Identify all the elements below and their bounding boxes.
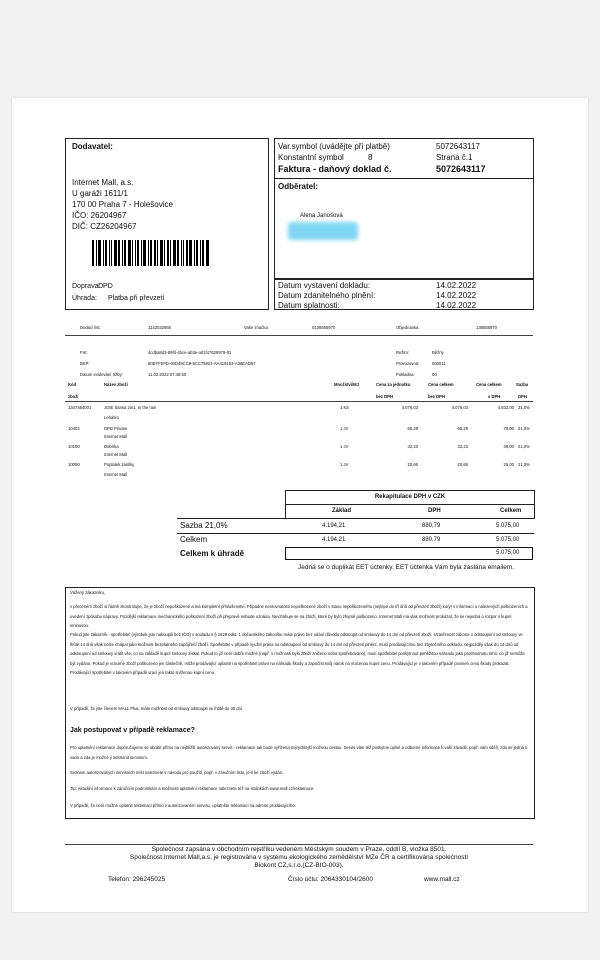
vat-summary-divider xyxy=(285,504,535,505)
invoice-page xyxy=(12,98,588,912)
row-unit: 65,29 xyxy=(407,426,418,431)
footer-phone: Telefon: 296245025 xyxy=(108,876,166,883)
row-name-2: Internet Mall xyxy=(104,434,128,439)
bkp-label: BKP: xyxy=(80,361,90,366)
vat-total-label: Celkem xyxy=(180,535,208,544)
record-date-label: Datum evidování tržby: xyxy=(80,372,123,377)
order-value: 136555970 xyxy=(476,325,497,330)
table-row xyxy=(12,426,588,446)
notes-heading: Jak postupovat v případě reklamace? xyxy=(70,727,195,734)
row-qty: 1 JV xyxy=(340,426,349,431)
row-code: 10100 xyxy=(68,444,80,449)
bkp-value: 80EFFEFD-60D49CC9-5CC79823-AA419163-A36EAD67 xyxy=(148,361,256,366)
col-code-2: zboží xyxy=(68,394,79,399)
row-incl: 79,00 xyxy=(503,426,514,431)
supplier-heading: Dodavatel: xyxy=(72,142,113,151)
row-name: Dobírka xyxy=(104,444,119,449)
notes-paragraph-5: Seznam autorizovaných servisních míst naleznete v návodu pro použití, popř. v záručním listu, je-li ke zboží vydán. xyxy=(70,770,284,775)
redacted-address-image xyxy=(288,222,358,240)
row-code: 10402 xyxy=(68,426,80,431)
col-code: Kód xyxy=(68,382,77,387)
vat-col-base: Základ xyxy=(332,508,352,514)
notes-paragraph-3: V případě, že jste členem MALL Plus, máte možnost od smlouvy odstoupit ve lhůtě do 30 dní. xyxy=(70,706,244,711)
col-unit-price-2: bez DPH xyxy=(376,394,393,399)
const-symbol-value: 8 xyxy=(368,153,373,162)
footer-account: Číslo účtu: 2064330104/2600 xyxy=(288,876,373,883)
row-name: DPD Private xyxy=(104,426,128,431)
supplier-name: Internet Mall, a.s. xyxy=(72,178,134,187)
row-qty: 1 KS xyxy=(340,405,350,410)
footer-line-1: Společnost zapsána v obchodním rejstříku vedeném Městským soudem v Praze, oddíl B, vložka 8501. xyxy=(151,846,447,853)
row-rate: 21,0% xyxy=(518,462,530,467)
col-name: Název zboží xyxy=(104,382,128,387)
table-row xyxy=(12,405,588,425)
row-incl: 4.932,00 xyxy=(497,405,514,410)
row-name-2: Lehátko xyxy=(104,415,119,420)
notes-paragraph-4: Pro uplatnění reklamace doporučujeme se obrátit přímo na nejbližší autorizovaný servis - reklamace tak bude vyřízena nejrychlejší možnou cestou. Servis vám též poskytne úplné a odborné informace k vaší závadě, popř. vám sdělí, zda se jedná o vadu a zda je možné ji odstranit servisem. xyxy=(70,745,528,760)
amount-due-label: Celkem k úhradě xyxy=(180,549,245,558)
vat-rate-base: 4.194,21 xyxy=(322,523,346,529)
row-excl: 20,66 xyxy=(457,462,468,467)
meta-divider xyxy=(65,335,533,336)
mode-value: Běžný xyxy=(432,350,444,355)
row-name-2: Internet Mall xyxy=(104,472,128,477)
table-row xyxy=(12,444,588,464)
store-value: 000011 xyxy=(432,361,446,366)
var-symbol-label: Var.symbol (uvádějte při platbě) xyxy=(278,142,390,151)
col-rate: Sazba xyxy=(516,382,529,387)
payment-value: Platba při převzetí xyxy=(108,295,165,302)
document-title: Faktura - daňový doklad č. xyxy=(278,164,392,174)
document-number: 5072643117 xyxy=(436,164,486,174)
taxable-value: 14.02.2022 xyxy=(436,291,477,300)
delivery-label: Doprava: xyxy=(72,283,101,290)
col-qty: Množství/MJ xyxy=(334,382,359,387)
row-rate: 21,0% xyxy=(518,444,530,449)
footer-line-3: Biokont CZ,s.r.o.(CZ-BIO-003). xyxy=(254,862,344,869)
col-total-incl-2: s DPH xyxy=(488,394,501,399)
vat-col-vat: DPH xyxy=(428,508,441,514)
row-rate: 21,0% xyxy=(518,405,530,410)
row-unit: 4.076,03 xyxy=(401,405,418,410)
record-date-value: 11.02.2022 07:48:50 xyxy=(148,372,187,377)
row-excl: 4.076,03 xyxy=(451,405,468,410)
supplier-city: 170 00 Praha 7 - Holešovice xyxy=(72,200,173,209)
fik-value: 4cdba8d3-89fd-4bce-ab3e-a01f47628978-01 xyxy=(148,350,232,355)
fik-label: FIK: xyxy=(80,350,88,355)
col-rate-2: DPH xyxy=(518,394,527,399)
payment-label: Úhrada: xyxy=(72,295,97,302)
col-total-incl: Cena celkem xyxy=(476,382,502,387)
vat-total-total: 5.075,00 xyxy=(496,537,520,543)
supplier-dic: DIČ: CZ26204967 xyxy=(72,222,137,231)
issued-value: 14.02.2022 xyxy=(436,281,477,290)
footer-line-2: Společnost Internet Mall,a.s. je registrována v systému ekologického zemědělství MZe ČR a certifikována společností xyxy=(129,854,469,861)
your-ref-label: Vaše značka: xyxy=(244,325,269,330)
mode-label: Režim: xyxy=(396,350,410,355)
row-qty: 1 JV xyxy=(340,444,349,449)
row-unit: 20,66 xyxy=(407,462,418,467)
row-name-2: Internet Mall xyxy=(104,452,128,457)
delivery-note-label: Dodací list: xyxy=(80,325,101,330)
col-unit-price: Cena za jednotku xyxy=(376,382,411,387)
vat-summary-title: Rekapitulace DPH v CZK xyxy=(374,494,446,500)
notes-paragraph-6: Tip: Aktuální informace k záručním podmínkám a možnosti uplatnění reklamace naleznete též na stránkách www.mall.cz/reklamace. xyxy=(70,786,315,791)
vat-row-divider xyxy=(177,533,534,534)
col-total-excl-2: bez DPH xyxy=(428,394,445,399)
delivery-note-value: 1142032666 xyxy=(148,325,171,330)
supplier-street: U garáži 1611/1 xyxy=(72,189,128,198)
vat-rate-total: 5.075,00 xyxy=(496,523,520,529)
notes-paragraph-1: v přeceném zboží si řádně zkontrolujte, že je zboží nepoškozené a má kompletní příslušenství. Případné nesrovnalosti nepoškozené zboží v stavu nepoškozeného (nejlépe do tří dnů od převzetí zboží) kurýr s informací o nalezených poškozeních a uvedení způsobu nápravy. Pozdější reklamace mechanického poškození zboží při přepravě nebude uznána. Nevztahuje se na zboží, které by bylo zřejmě poškozeno. Internet Mall má vlak možnost prokázat, že se nejedná o rozpor s kupní smlouvou. xyxy=(70,604,528,628)
vat-table-top-line xyxy=(177,518,534,519)
due-label: Datum splatnosti: xyxy=(278,301,340,310)
row-excl: 32,23 xyxy=(457,444,468,449)
issued-label: Datum vystavení dokladu: xyxy=(278,281,371,290)
var-symbol-value: 5072643117 xyxy=(436,142,480,151)
row-rate: 21,0% xyxy=(518,426,530,431)
table-header-divider xyxy=(65,401,533,402)
vat-rate-vat: 880,79 xyxy=(422,523,441,529)
amount-due-value: 5.075,00 xyxy=(496,550,520,556)
supplier-ico: IČO: 26204967 xyxy=(72,211,127,220)
row-incl: 25,00 xyxy=(503,462,514,467)
row-incl: 39,00 xyxy=(503,444,514,449)
due-value: 14.02.2022 xyxy=(436,301,477,310)
table-row xyxy=(12,462,588,482)
order-label: Objednávka: xyxy=(396,325,420,330)
footer-web: www.mall.cz xyxy=(424,876,460,883)
store-label: Provozovna: xyxy=(396,361,420,366)
notes-paragraph-7: V případě, že není možné uplatnit reklamaci přímo v autorizovaném servisu, uplatněte reklamaci na adrese prodávajícího. xyxy=(70,803,296,808)
taxable-label: Datum zdanitelného plnění: xyxy=(278,291,376,300)
row-name: JOIE Sansa 2in1, In the rain xyxy=(104,405,157,410)
register-value: 00 xyxy=(432,372,437,377)
barcode-image xyxy=(92,240,210,266)
row-code: 1347464001 xyxy=(68,405,92,410)
row-code: 10050 xyxy=(68,462,80,467)
eet-note: Jedná se o duplikát EET účtenky. EET účtenka Vám byla zaslána emailem. xyxy=(298,564,515,571)
header-divider xyxy=(274,178,534,179)
vat-total-base: 4.194,21 xyxy=(322,537,346,543)
const-symbol-label: Konstantní symbol xyxy=(278,153,344,162)
customer-heading: Odběratel: xyxy=(278,182,319,191)
your-ref-value: 0136555970 xyxy=(312,325,336,330)
row-unit: 32,23 xyxy=(407,444,418,449)
footer-divider xyxy=(65,844,533,845)
row-name: Poplatek zasílky xyxy=(104,462,135,467)
notes-paragraph-2: Pokud jste zákazník - spotřebitel (výrobek jste nakoupili bez IČO) v souladu s § 1829 odst. 1 občanského zákoníku máte právo bez udání důvodu odstoupit od smlouvy do 14 dní od převzetí zboží. Uzavřenost zákona o odstoupení od smlouvy ve lhůtě 14 dnů však nelze chápat jako možnost bezplatného zapůjčení zboží. Spotřebitel v případě využití práva na odstoupení od smlouvy do 14 dní od převzetí plnění, musí prodávajícímu bez zbytečného odkladu, nejpozději však do 14 dnů od odstoupení od smlouvy vrátit vše, co na základě kupní smlouvy získal. Pokud to již není dobře možné (např. v možnosti bylo zboží zničeno nebo spotřebováno), musí spotřebitel poskytnout peněžitou náhradu jako protihodnotu toho, co již nemůže být vydáno. Pokud je vrácené zboží poškozeno jen částečně, může prodávající uplatnit na spotřebitel právo na náhradu škody a započíst svůj nárok na vracenou kupní cenu. Prodávající je v takovém případě povinen cenu škody prokázat. Prodávající spotřebitel v takovém případě vrací jen takto sníženou kupní cenu. xyxy=(70,632,525,675)
col-total-excl: Cena celkem xyxy=(428,382,454,387)
notes-greeting: Vážený zákazníku, xyxy=(70,590,106,595)
vat-rate-label: Sazba 21,0% xyxy=(180,521,228,530)
vat-col-total: Celkem xyxy=(500,508,522,514)
row-excl: 65,29 xyxy=(457,426,468,431)
page-number: Strana č.1 xyxy=(436,153,473,162)
register-label: Pokladna: xyxy=(396,372,415,377)
customer-name: Alena Janošová xyxy=(300,213,343,219)
row-qty: 1 JV xyxy=(340,462,349,467)
vat-total-vat: 880,79 xyxy=(422,537,441,543)
delivery-value: DPD xyxy=(98,283,113,290)
